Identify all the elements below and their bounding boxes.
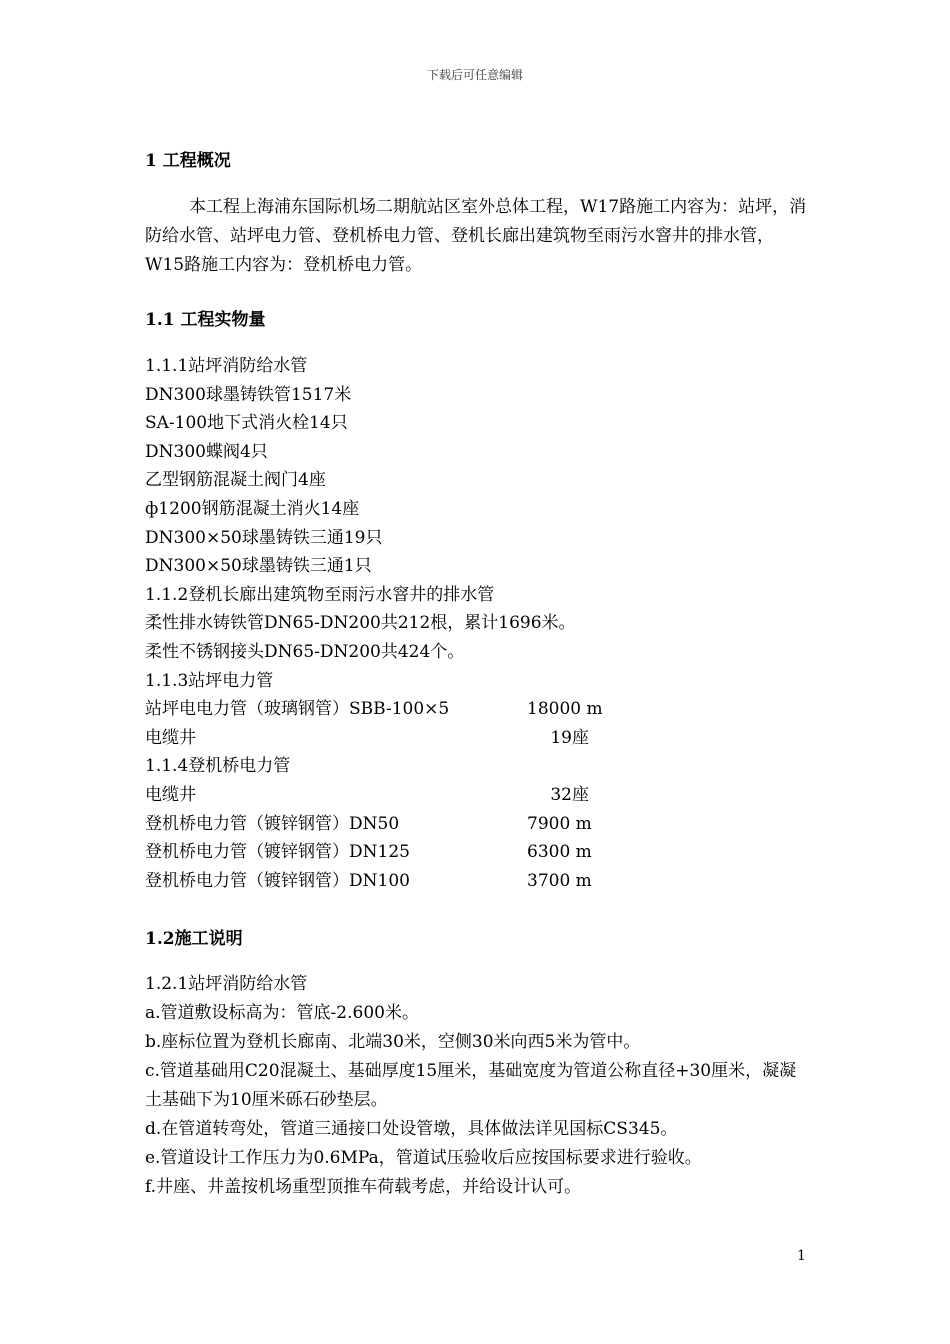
list-item: [145, 466, 810, 495]
list-item: [145, 409, 810, 438]
list-item: [145, 1173, 810, 1202]
page-header: 下载后可任意编辑: [426, 68, 523, 82]
list-item-quantity: 19座: [550, 727, 589, 748]
list-item-text: 站坪电电力管（玻璃钢管）SBB-100×5: [145, 699, 450, 720]
list-item-text: 登机桥电力管（镀锌钢管）DN125: [145, 842, 410, 863]
list-item-quantity: 7900 m: [527, 813, 592, 834]
list-item-quantity: 6300 m: [527, 842, 592, 863]
list-item: [145, 581, 810, 610]
list-item: [145, 724, 810, 753]
list-item-text: 登机桥电力管（镀锌钢管）DN50: [145, 813, 400, 834]
page-number: 1: [797, 1248, 806, 1264]
construction-notes-list: [145, 970, 810, 1202]
section-1-2-heading: 1.2施工说明: [145, 929, 243, 949]
list-item-text: DN300蝶阀4只: [145, 441, 268, 462]
section-1-paragraph: 本工程上海浦东国际机场二期航站区室外总体工程，W17路施工内容为：站坪，消防给水管、站坪电力管、登机桥电力管、登机长廊出建筑物至雨污水窨井的排水管，W15路施工内容为：登机桥电力管。: [145, 197, 807, 275]
list-item: [145, 352, 810, 381]
list-item-text: d.在管道转弯处，管道三通接口处设管墩，具体做法详见国标CS345。: [145, 1119, 678, 1139]
list-item-text: 1.1.2登机长廊出建筑物至雨污水窨井的排水管: [145, 584, 495, 605]
list-item: [145, 781, 810, 810]
list-item: [145, 999, 810, 1028]
list-item-text: e.管道设计工作压力为0.6MPa，管道试压验收后应按国标要求进行验收。: [145, 1148, 702, 1168]
list-item-text: 1.1.1站坪消防给水管: [145, 356, 308, 376]
list-item-text: 柔性不锈钢接头DN65-DN200共424个。: [145, 641, 465, 662]
list-item: [145, 609, 810, 638]
list-item-text: DN300×50球墨铸铁三通19只: [145, 527, 383, 548]
list-item: [145, 695, 810, 724]
section-1-heading: 1 工程概况: [145, 151, 231, 171]
list-item-text: DN300×50球墨铸铁三通1只: [145, 556, 372, 577]
list-item-text: 柔性排水铸铁管DN65-DN200共212根，累计1696米。: [145, 613, 576, 634]
list-item-text: f.井座、井盖按机场重型顶推车荷载考虑，并给设计认可。: [145, 1177, 582, 1197]
list-item-text: 1.1.4登机桥电力管: [145, 756, 291, 777]
list-item: [145, 552, 810, 581]
list-item-text: 电缆井: [145, 727, 196, 748]
list-item-text: 乙型钢筋混凝土阀门4座: [145, 470, 326, 491]
list-item: [145, 838, 810, 867]
section-1-1-heading: 1.1 工程实物量: [145, 310, 266, 330]
list-item-text: a.管道敷设标高为：管底-2.600米。: [145, 1003, 419, 1023]
list-item-text: 1.1.3站坪电力管: [145, 670, 274, 691]
list-item-text: 登机桥电力管（镀锌钢管）DN100: [145, 870, 410, 891]
list-item-text: 1.2.1站坪消防给水管: [145, 974, 308, 994]
list-item-text: SA-100地下式消火栓14只: [145, 413, 348, 434]
list-item: [145, 1115, 810, 1144]
list-item-text: 电缆井: [145, 784, 196, 805]
list-item-text: b.座标位置为登机长廊南、北端30米，空侧30米向西5米为管中。: [145, 1032, 641, 1052]
list-item: [145, 867, 810, 896]
quantities-list: [145, 352, 810, 895]
list-item: [145, 970, 810, 999]
list-item-text: c.管道基础用C20混凝土、基础厚度15厘米，基础宽度为管道公称直径+30厘米，凝凝土基础下为10厘米砾石砂垫层。: [145, 1061, 797, 1110]
list-item-quantity: 32座: [550, 784, 589, 805]
list-item: [145, 438, 810, 467]
list-item: [145, 667, 810, 696]
list-item: [145, 1144, 810, 1173]
list-item: [145, 810, 810, 839]
list-item: [145, 638, 810, 667]
list-item-text: DN300球墨铸铁管1517米: [145, 384, 352, 405]
list-item: [145, 381, 810, 410]
list-item-quantity: 3700 m: [527, 870, 592, 891]
list-item: [145, 1057, 810, 1115]
list-item: [145, 1028, 810, 1057]
list-item: [145, 495, 810, 524]
list-item-text: ф1200钢筋混凝土消火14座: [145, 498, 360, 519]
list-item-quantity: 18000 m: [527, 699, 603, 720]
list-item: [145, 524, 810, 553]
list-item: [145, 752, 810, 781]
